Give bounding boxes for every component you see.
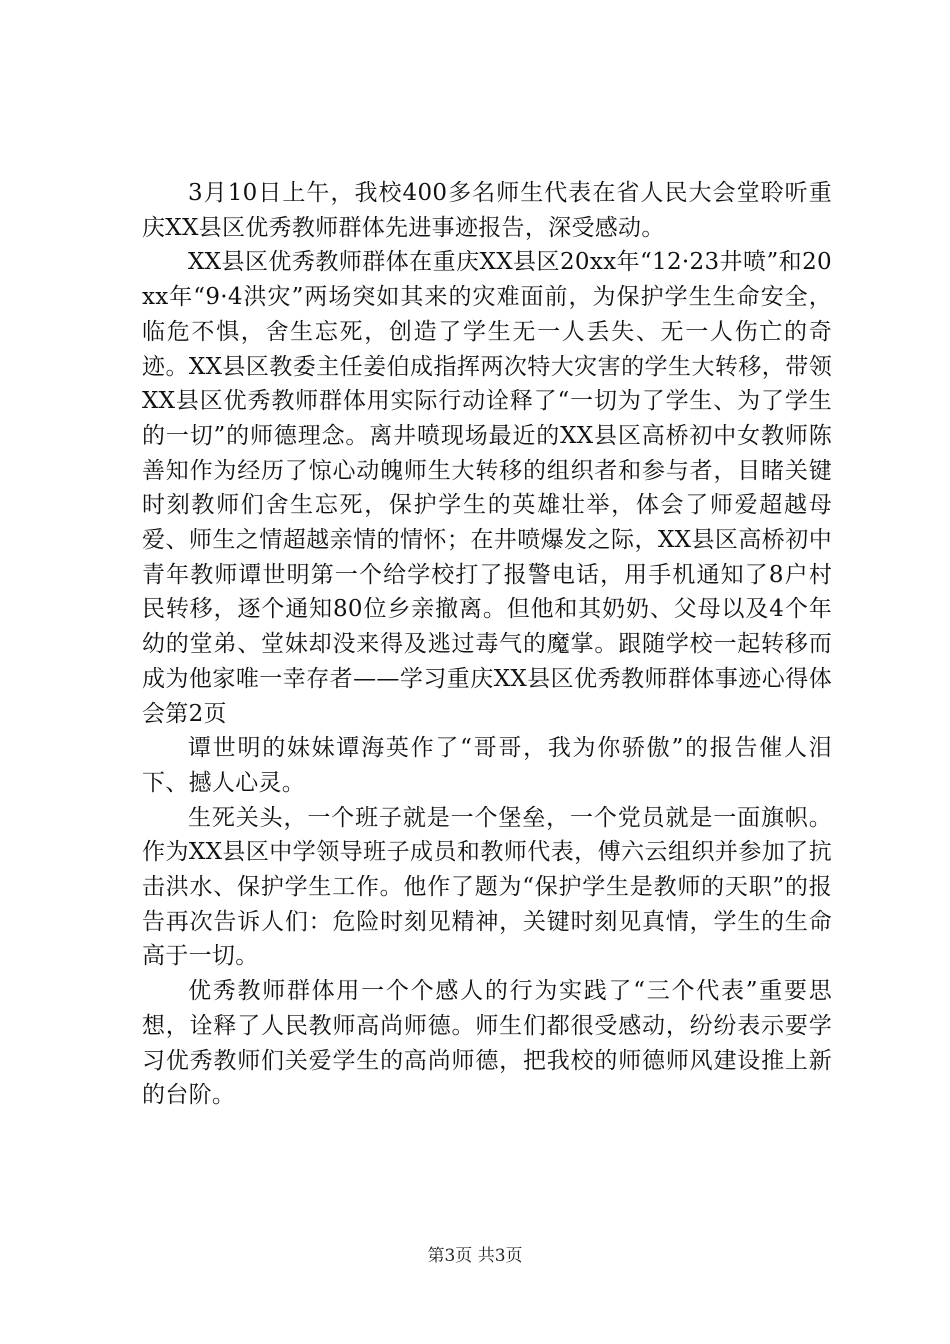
- document-body: [142, 176, 832, 1113]
- paragraph-4: 生死关头，一个班子就是一个堡垒，一个党员就是一面旗帜。作为XX县区中学领导班子成员和教师代表，傅六云组织并参加了抗击洪水、保护学生工作。他作了题为“保护学生是教师的天职”的报告再次告诉人们：危险时刻见精神，关键时刻见真情，学生的生命高于一切。: [142, 804, 832, 970]
- page-footer: 第3页 共3页: [427, 1246, 523, 1266]
- paragraph-3: 谭世明的妹妹谭海英作了“哥哥，我为你骄傲”的报告催人泪下、撼人心灵。: [142, 735, 832, 796]
- paragraph-5: 优秀教师群体用一个个感人的行为实践了“三个代表”重要思想，诠释了人民教师高尚师德。师生们都很受感动，纷纷表示要学习优秀教师们关爱学生的高尚师德，把我校的师德师风建设推上新的台阶。: [142, 978, 832, 1109]
- paragraph-2: XX县区优秀教师群体在重庆XX县区20xx年“12·23井喷”和20xx年“9·4洪灾”两场突如其来的灾难面前，为保护学生生命安全，临危不惧，舍生忘死，创造了学生无一人丢失、无一人伤亡的奇迹。XX县区教委主任姜伯成指挥两次特大灾害的学生大转移，带领XX县区优秀教师群体用实际行动诠释了“一切为了学生、为了学生的一切”的师德理念。离井喷现场最近的XX县区高桥初中女教师陈善知作为经历了惊心动魄师生大转移的组织者和参与者，目睹关键时刻教师们舍生忘死，保护学生的英雄壮举，体会了师爱超越母爱、师生之情超越亲情的情怀；在井喷爆发之际，XX县区高桥初中青年教师谭世明第一个给学校打了报警电话，用手机通知了8户村民转移，逐个通知80位乡亲撤离。但他和其奶奶、父母以及4个年幼的堂弟、堂妹却没来得及逃过毒气的魔掌。跟随学校一起转移而成为他家唯一幸存者——学习重庆XX县区优秀教师群体事迹心得体会第2页: [142, 249, 832, 727]
- paragraph-1: 3月10日上午，我校400多名师生代表在省人民大会堂聆听重庆XX县区优秀教师群体先进事迹报告，深受感动。: [142, 180, 832, 241]
